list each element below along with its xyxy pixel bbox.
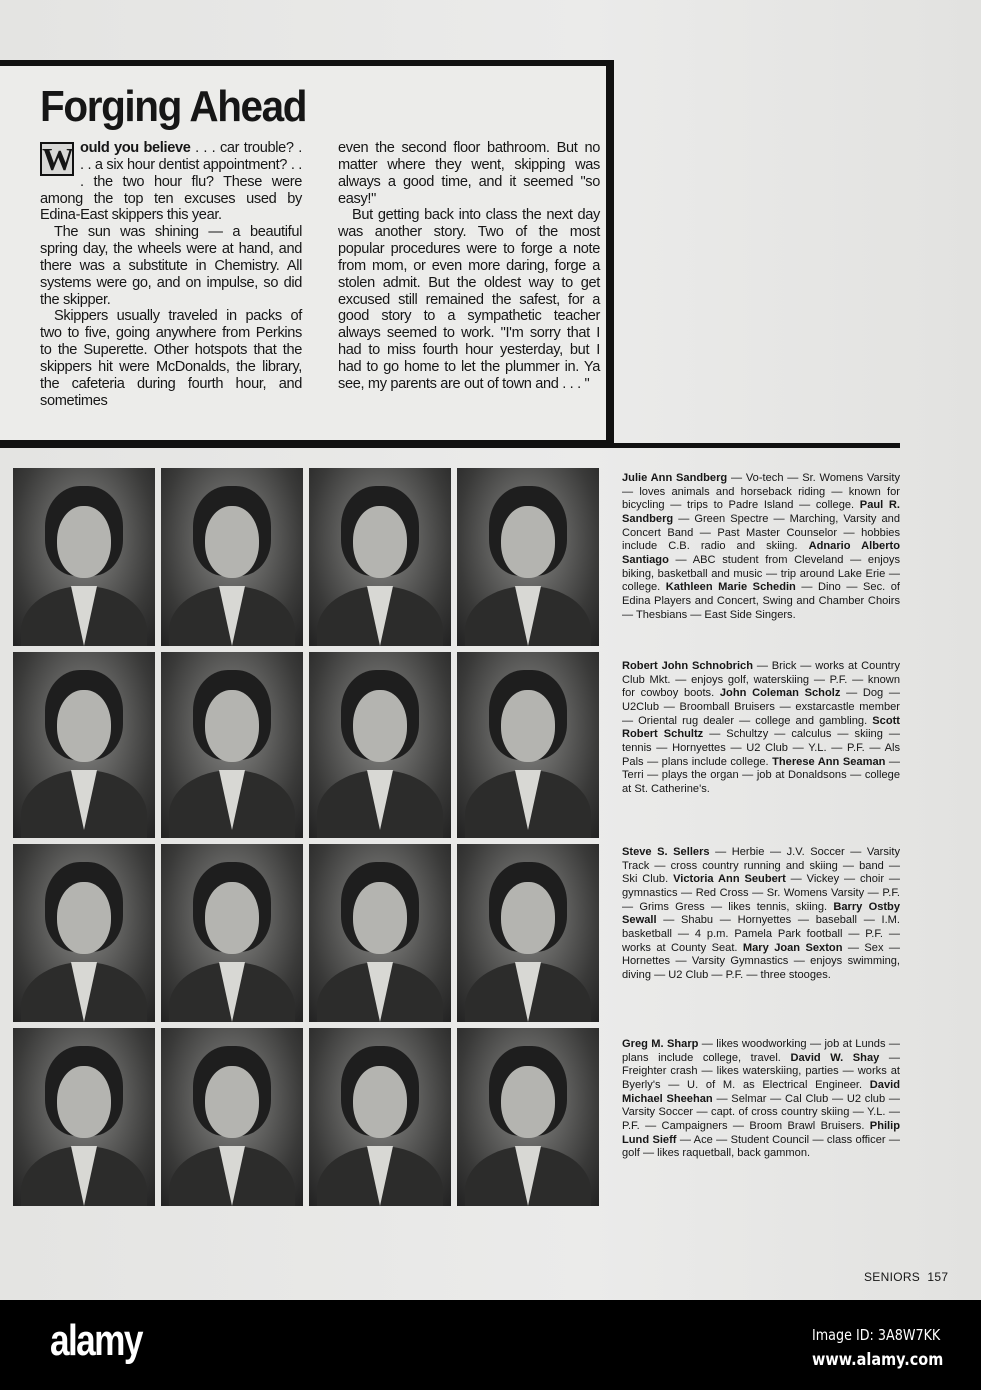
senior-portrait <box>13 844 155 1022</box>
senior-portrait <box>457 468 599 646</box>
portrait-face <box>57 882 111 954</box>
student-name: Scott Robert Schultz <box>622 714 900 741</box>
student-name: Robert John Schnobrich <box>622 660 753 672</box>
student-bio: — Ace — Student Council — class officer — golf — likes raquetball, back gammon. <box>622 1133 900 1160</box>
bio-paragraph <box>622 1038 900 1161</box>
student-name: Mary Joan Sexton <box>742 941 843 954</box>
portrait-face <box>353 882 407 954</box>
portrait-face <box>501 882 555 954</box>
student-name: Julie Ann Sandberg <box>622 472 728 484</box>
senior-portrait <box>13 1028 155 1206</box>
student-bio: — Sex — Hornettes — Varsity Gymnastics — enjoys swimming, diving — U2 Club — P.F. — three stooges. <box>622 941 900 981</box>
portrait-face <box>353 506 407 578</box>
student-name: Steve S. Sellers <box>622 846 710 858</box>
portrait-face <box>501 1066 555 1138</box>
section-name: SENIORS <box>864 1270 921 1284</box>
portrait-face <box>205 506 259 578</box>
divider-rule <box>0 443 900 448</box>
portrait-face <box>57 690 111 762</box>
watermark-banner <box>0 1300 981 1390</box>
student-bio: — Freighter crash — likes waterskiing, parties — works at Byerly's — U. of M. as Electrical Engineer. <box>622 1051 900 1091</box>
senior-portrait <box>161 468 303 646</box>
article-paragraph: even the second floor bathroom. But no matter where they went, skipping was always a good time, and it seemed "so easy!" <box>338 140 600 207</box>
portrait-face <box>353 690 407 762</box>
student-name: Therese Ann Seaman <box>772 755 886 768</box>
portrait-face <box>205 1066 259 1138</box>
article-title: Forging Ahead <box>40 82 307 131</box>
student-name: Kathleen Marie Schedin <box>665 581 796 594</box>
page-folio <box>864 1270 948 1284</box>
senior-portrait <box>309 844 451 1022</box>
student-bio: — Vickey — choir — gymnastics — Red Cross — Sr. Womens Varsity — P.F. — Grims Gress — likes tennis, skiing. <box>622 873 900 913</box>
bio-paragraph <box>622 472 900 622</box>
student-bio: — Shabu — Hornyettes — baseball — I.M. basketball — 4 p.m. Pamela Park football — P.F. — works at County Seat. <box>622 914 900 954</box>
senior-portrait <box>161 652 303 838</box>
student-bio: — Green Spectre — Marching, Varsity and Concert Band — Past Master Counselor — hobbies include C.B. radio and skiing. <box>622 512 900 553</box>
student-bio: — Brick — works at Country Club Mkt. — enjoys golf, waterskiing — P.F. — known for cowboy boots. <box>622 660 901 700</box>
portrait-grid <box>13 468 599 1206</box>
student-bio: — Herbie — J.V. Soccer — Varsity Track — cross country running and skiing — band — Ski Club. <box>622 846 900 886</box>
article-column-1 <box>40 140 302 410</box>
portrait-face <box>353 1066 407 1138</box>
senior-portrait <box>457 1028 599 1206</box>
student-name: John Coleman Scholz <box>719 687 841 700</box>
portrait-face <box>501 506 555 578</box>
student-name: Paul R. Sandberg <box>622 499 900 525</box>
drop-cap: W <box>42 141 74 177</box>
portrait-face <box>205 882 259 954</box>
portrait-face <box>205 690 259 762</box>
article-paragraph: But getting back into class the next day was another story. Two of the most popular procedures were to forge a note from mom, or even more daring, forge a stolen admit. But the oldest way to get excused still remained the safest, for a good story to a sympathetic teacher always seemed to work. "I'm sorry that I had to miss fourth hour yesterday, but I had to go home to let the plummer in. Ya see, my parents are out of town and . . . " <box>338 207 600 392</box>
senior-portrait <box>161 844 303 1022</box>
portrait-face <box>57 506 111 578</box>
paragraph-text: . . . car trouble? . . . a six hour dentist appointment? . . . the two hour flu? These were among the top ten excuses used by Edina-East skippers this year. <box>40 140 302 224</box>
article-paragraph: Skippers usually traveled in packs of two to five, going anywhere from Perkins to the Superette. Other hotspots that the skippers hit were McDonalds, the library, the cafeteria during fourth hour, and sometimes <box>40 308 302 409</box>
student-name: Barry Ostby Sewall <box>622 900 901 927</box>
page-number: 157 <box>927 1270 949 1284</box>
site-link[interactable]: www.alamy.com <box>812 1350 944 1370</box>
student-bio: — Vo-tech — Sr. Womens Varsity — loves animals and horseback riding — known for bicycling — trips to Padre Island — college. <box>622 472 901 512</box>
student-bio: — ABC student from Cleveland — enjoys biking, basketball and music — trip around Lake Erie — college. <box>622 553 900 594</box>
senior-portrait <box>13 468 155 646</box>
article-column-2 <box>338 140 600 393</box>
senior-portrait <box>457 844 599 1022</box>
student-bio: — Schultzy — calculus — skiing — tennis — Hornyettes — U2 Club — Y.L. — P.F. — Als Pals — plans include college. <box>622 728 900 768</box>
student-bio: — Dino — Sec. of Edina Players and Concert, Swing and Chamber Choirs — Thesbians — East Side Singers. <box>622 581 900 621</box>
portrait-face <box>57 1066 111 1138</box>
student-name: Adnario Alberto Santiago <box>622 540 900 566</box>
senior-portrait <box>309 1028 451 1206</box>
student-bio: — Terri — plays the organ — job at Donaldsons — college at St. Catherine's. <box>622 755 900 795</box>
bio-paragraph <box>622 846 900 983</box>
senior-portrait <box>457 652 599 838</box>
student-name: David W. Shay <box>790 1051 880 1064</box>
senior-portrait <box>13 652 155 838</box>
senior-portrait <box>309 468 451 646</box>
bio-paragraph <box>622 660 900 797</box>
student-bio: — Selmar — Cal Club — U2 club — Varsity Soccer — capt. of cross country skiing — Y.L. — P.F. — Campaigners — Broom Brawl Bruisers. <box>622 1092 900 1132</box>
senior-portrait <box>309 652 451 838</box>
student-name: Greg M. Sharp <box>622 1038 699 1050</box>
image-id: Image ID: 3A8W7KK <box>812 1326 941 1344</box>
article-paragraph <box>40 140 302 224</box>
student-bio: — Dog — U2Club — Broomball Bruisers — exstarcastle member — Oriental rug dealer — college and gambling. <box>622 687 901 727</box>
student-bio: — likes woodworking — job at Lunds — plans include college, travel. <box>622 1038 900 1064</box>
lead-in: ould you believe <box>80 140 191 156</box>
student-name: Philip Lund Sieff <box>622 1119 900 1146</box>
alamy-logo: alamy <box>50 1316 142 1365</box>
article-paragraph: The sun was shining — a beautiful spring day, the wheels were at hand, and there was a substitute in Chemistry. All systems were go, and on impulse, so did the skipper. <box>40 224 302 308</box>
student-name: David Michael Sheehan <box>622 1078 900 1105</box>
portrait-face <box>501 690 555 762</box>
student-name: Victoria Ann Seubert <box>673 873 786 886</box>
senior-portrait <box>161 1028 303 1206</box>
